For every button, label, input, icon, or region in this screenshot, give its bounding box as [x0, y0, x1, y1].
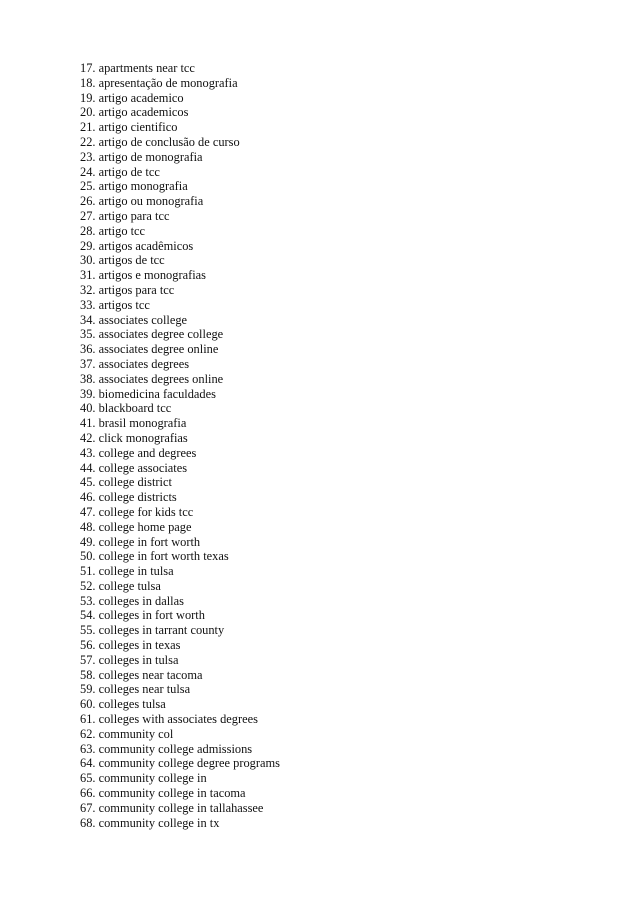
- list-item-number: 61.: [80, 712, 96, 727]
- list-item-number: 25.: [80, 179, 96, 194]
- list-item: [80, 475, 280, 490]
- list-item-number: 38.: [80, 371, 96, 386]
- list-item-number: 64.: [80, 756, 96, 771]
- list-item-text: college districts: [98, 490, 177, 505]
- list-item-text: artigos para tcc: [98, 282, 175, 297]
- list-item: [80, 771, 280, 786]
- list-item-text: community college admissions: [98, 741, 253, 756]
- list-item: [80, 357, 280, 372]
- list-item-number: 18.: [80, 75, 96, 90]
- list-item-text: colleges with associates degrees: [98, 712, 258, 727]
- list-item-number: 37.: [80, 356, 96, 371]
- list-item-number: 54.: [80, 608, 96, 623]
- list-item-text: biomedicina faculdades: [98, 386, 216, 401]
- list-item: [80, 505, 280, 520]
- list-item-number: 66.: [80, 786, 96, 801]
- list-item-number: 48.: [80, 519, 96, 534]
- list-item: [80, 327, 280, 342]
- list-item-text: college associates: [98, 460, 188, 475]
- list-item-text: colleges tulsa: [98, 697, 166, 712]
- list-item: [80, 461, 280, 476]
- list-item-text: college home page: [98, 519, 192, 534]
- list-item: [80, 76, 280, 91]
- list-item-text: colleges near tulsa: [98, 682, 191, 697]
- list-item: [80, 712, 280, 727]
- list-item: [80, 682, 280, 697]
- list-item-text: associates degree online: [98, 342, 219, 357]
- list-item: [80, 298, 280, 313]
- list-item-number: 62.: [80, 726, 96, 741]
- list-item-text: colleges near tacoma: [98, 667, 203, 682]
- list-item: [80, 313, 280, 328]
- list-item-text: artigo ou monografia: [98, 194, 204, 209]
- list-item-text: colleges in tulsa: [98, 652, 179, 667]
- list-item-text: associates degrees online: [98, 371, 224, 386]
- list-item-number: 57.: [80, 652, 96, 667]
- list-item-text: artigo de monografia: [98, 149, 203, 164]
- list-item-number: 34.: [80, 312, 96, 327]
- list-item-number: 32.: [80, 282, 96, 297]
- list-item: [80, 816, 280, 831]
- list-item-number: 56.: [80, 638, 96, 653]
- list-item: [80, 283, 280, 298]
- list-item-text: artigo para tcc: [98, 208, 170, 223]
- list-item-text: artigos de tcc: [98, 253, 165, 268]
- list-item-text: blackboard tcc: [98, 401, 172, 416]
- list-item-number: 67.: [80, 800, 96, 815]
- list-item-text: artigo tcc: [98, 223, 146, 238]
- list-item: [80, 253, 280, 268]
- list-item-text: associates degree college: [98, 327, 224, 342]
- list-item: [80, 653, 280, 668]
- list-item-text: college tulsa: [98, 578, 161, 593]
- list-item-text: apartments near tcc: [98, 61, 195, 75]
- list-item-number: 41.: [80, 416, 96, 431]
- list-item: [80, 91, 280, 106]
- list-item: [80, 742, 280, 757]
- list-item-number: 47.: [80, 504, 96, 519]
- list-item-text: community college in tacoma: [98, 786, 246, 801]
- list-item: [80, 564, 280, 579]
- list-item-number: 43.: [80, 445, 96, 460]
- list-item-text: colleges in texas: [98, 638, 181, 653]
- list-item: [80, 135, 280, 150]
- list-item-text: college and degrees: [98, 445, 197, 460]
- list-item-text: community college in tx: [98, 815, 220, 830]
- list-item-text: community college degree programs: [98, 756, 280, 771]
- list-item-number: 28.: [80, 223, 96, 238]
- list-item-text: colleges in fort worth: [98, 608, 205, 623]
- list-item-text: associates degrees: [98, 356, 190, 371]
- list-item-number: 23.: [80, 149, 96, 164]
- list-item-text: college district: [98, 475, 172, 490]
- list-item: [80, 623, 280, 638]
- list-item-number: 65.: [80, 771, 96, 786]
- list-item-text: artigo cientifico: [98, 120, 178, 135]
- list-item: [80, 224, 280, 239]
- list-item-number: 49.: [80, 534, 96, 549]
- list-item-text: associates college: [98, 312, 188, 327]
- list-item: [80, 756, 280, 771]
- list-item: [80, 431, 280, 446]
- list-item: [80, 416, 280, 431]
- list-item: [80, 179, 280, 194]
- list-item-text: artigos acadêmicos: [98, 238, 194, 253]
- list-item-text: community college in: [98, 771, 207, 786]
- list-item-number: 35.: [80, 327, 96, 342]
- list-item: [80, 342, 280, 357]
- list-item-text: apresentação de monografia: [98, 75, 238, 90]
- list-item-text: artigo academico: [98, 90, 184, 105]
- list-item-text: colleges in dallas: [98, 593, 184, 608]
- list-item: [80, 61, 280, 76]
- list-item: [80, 120, 280, 135]
- list-item-number: 52.: [80, 578, 96, 593]
- list-item-number: 31.: [80, 268, 96, 283]
- list-item-text: college for kids tcc: [98, 504, 194, 519]
- list-item-number: 39.: [80, 386, 96, 401]
- list-item: [80, 608, 280, 623]
- list-item-number: 21.: [80, 120, 96, 135]
- list-item: [80, 401, 280, 416]
- list-item-text: artigos tcc: [98, 297, 150, 312]
- list-item-text: artigos e monografias: [98, 268, 206, 283]
- list-item: [80, 697, 280, 712]
- list-item-text: artigo academicos: [98, 105, 189, 120]
- list-item: [80, 490, 280, 505]
- list-item: [80, 549, 280, 564]
- list-item-number: 42.: [80, 430, 96, 445]
- list-item-text: artigo de tcc: [98, 164, 160, 179]
- list-item: [80, 150, 280, 165]
- list-item: [80, 165, 280, 180]
- list-item-number: 27.: [80, 208, 96, 223]
- list-item-number: 45.: [80, 475, 96, 490]
- list-item-text: community college in tallahassee: [98, 800, 264, 815]
- list-item-number: 22.: [80, 134, 96, 149]
- list-item: [80, 594, 280, 609]
- list-item: [80, 194, 280, 209]
- list-item-text: college in fort worth texas: [98, 549, 229, 564]
- list-item-number: 46.: [80, 490, 96, 505]
- list-item-number: 63.: [80, 741, 96, 756]
- list-item-text: click monografias: [98, 430, 188, 445]
- list-item: [80, 239, 280, 254]
- list-item-number: 55.: [80, 623, 96, 638]
- list-item: [80, 268, 280, 283]
- list-item-number: 33.: [80, 297, 96, 312]
- keyword-list: [80, 61, 280, 830]
- list-item: [80, 668, 280, 683]
- list-item-number: 50.: [80, 549, 96, 564]
- list-item: [80, 801, 280, 816]
- list-item-text: college in fort worth: [98, 534, 201, 549]
- list-item-text: colleges in tarrant county: [98, 623, 225, 638]
- list-item: [80, 446, 280, 461]
- list-item: [80, 372, 280, 387]
- list-item-text: community col: [98, 726, 174, 741]
- list-item-number: 58.: [80, 667, 96, 682]
- list-item-number: 40.: [80, 401, 96, 416]
- list-item: [80, 727, 280, 742]
- list-item-number: 59.: [80, 682, 96, 697]
- list-item-number: 17.: [80, 61, 96, 75]
- list-item-text: artigo monografia: [98, 179, 188, 194]
- list-item: [80, 579, 280, 594]
- list-item: [80, 520, 280, 535]
- list-item: [80, 105, 280, 120]
- list-item-text: college in tulsa: [98, 564, 174, 579]
- list-item: [80, 638, 280, 653]
- list-item: [80, 387, 280, 402]
- list-item: [80, 209, 280, 224]
- list-item-number: 20.: [80, 105, 96, 120]
- list-item-number: 30.: [80, 253, 96, 268]
- list-item-number: 53.: [80, 593, 96, 608]
- list-item-number: 24.: [80, 164, 96, 179]
- list-item-number: 36.: [80, 342, 96, 357]
- list-item-number: 51.: [80, 564, 96, 579]
- list-item: [80, 535, 280, 550]
- list-item-number: 29.: [80, 238, 96, 253]
- list-item-number: 60.: [80, 697, 96, 712]
- list-item: [80, 786, 280, 801]
- list-item-number: 26.: [80, 194, 96, 209]
- list-item-text: artigo de conclusão de curso: [98, 134, 240, 149]
- list-item-number: 44.: [80, 460, 96, 475]
- list-item-text: brasil monografia: [98, 416, 187, 431]
- list-item-number: 68.: [80, 815, 96, 830]
- list-item-number: 19.: [80, 90, 96, 105]
